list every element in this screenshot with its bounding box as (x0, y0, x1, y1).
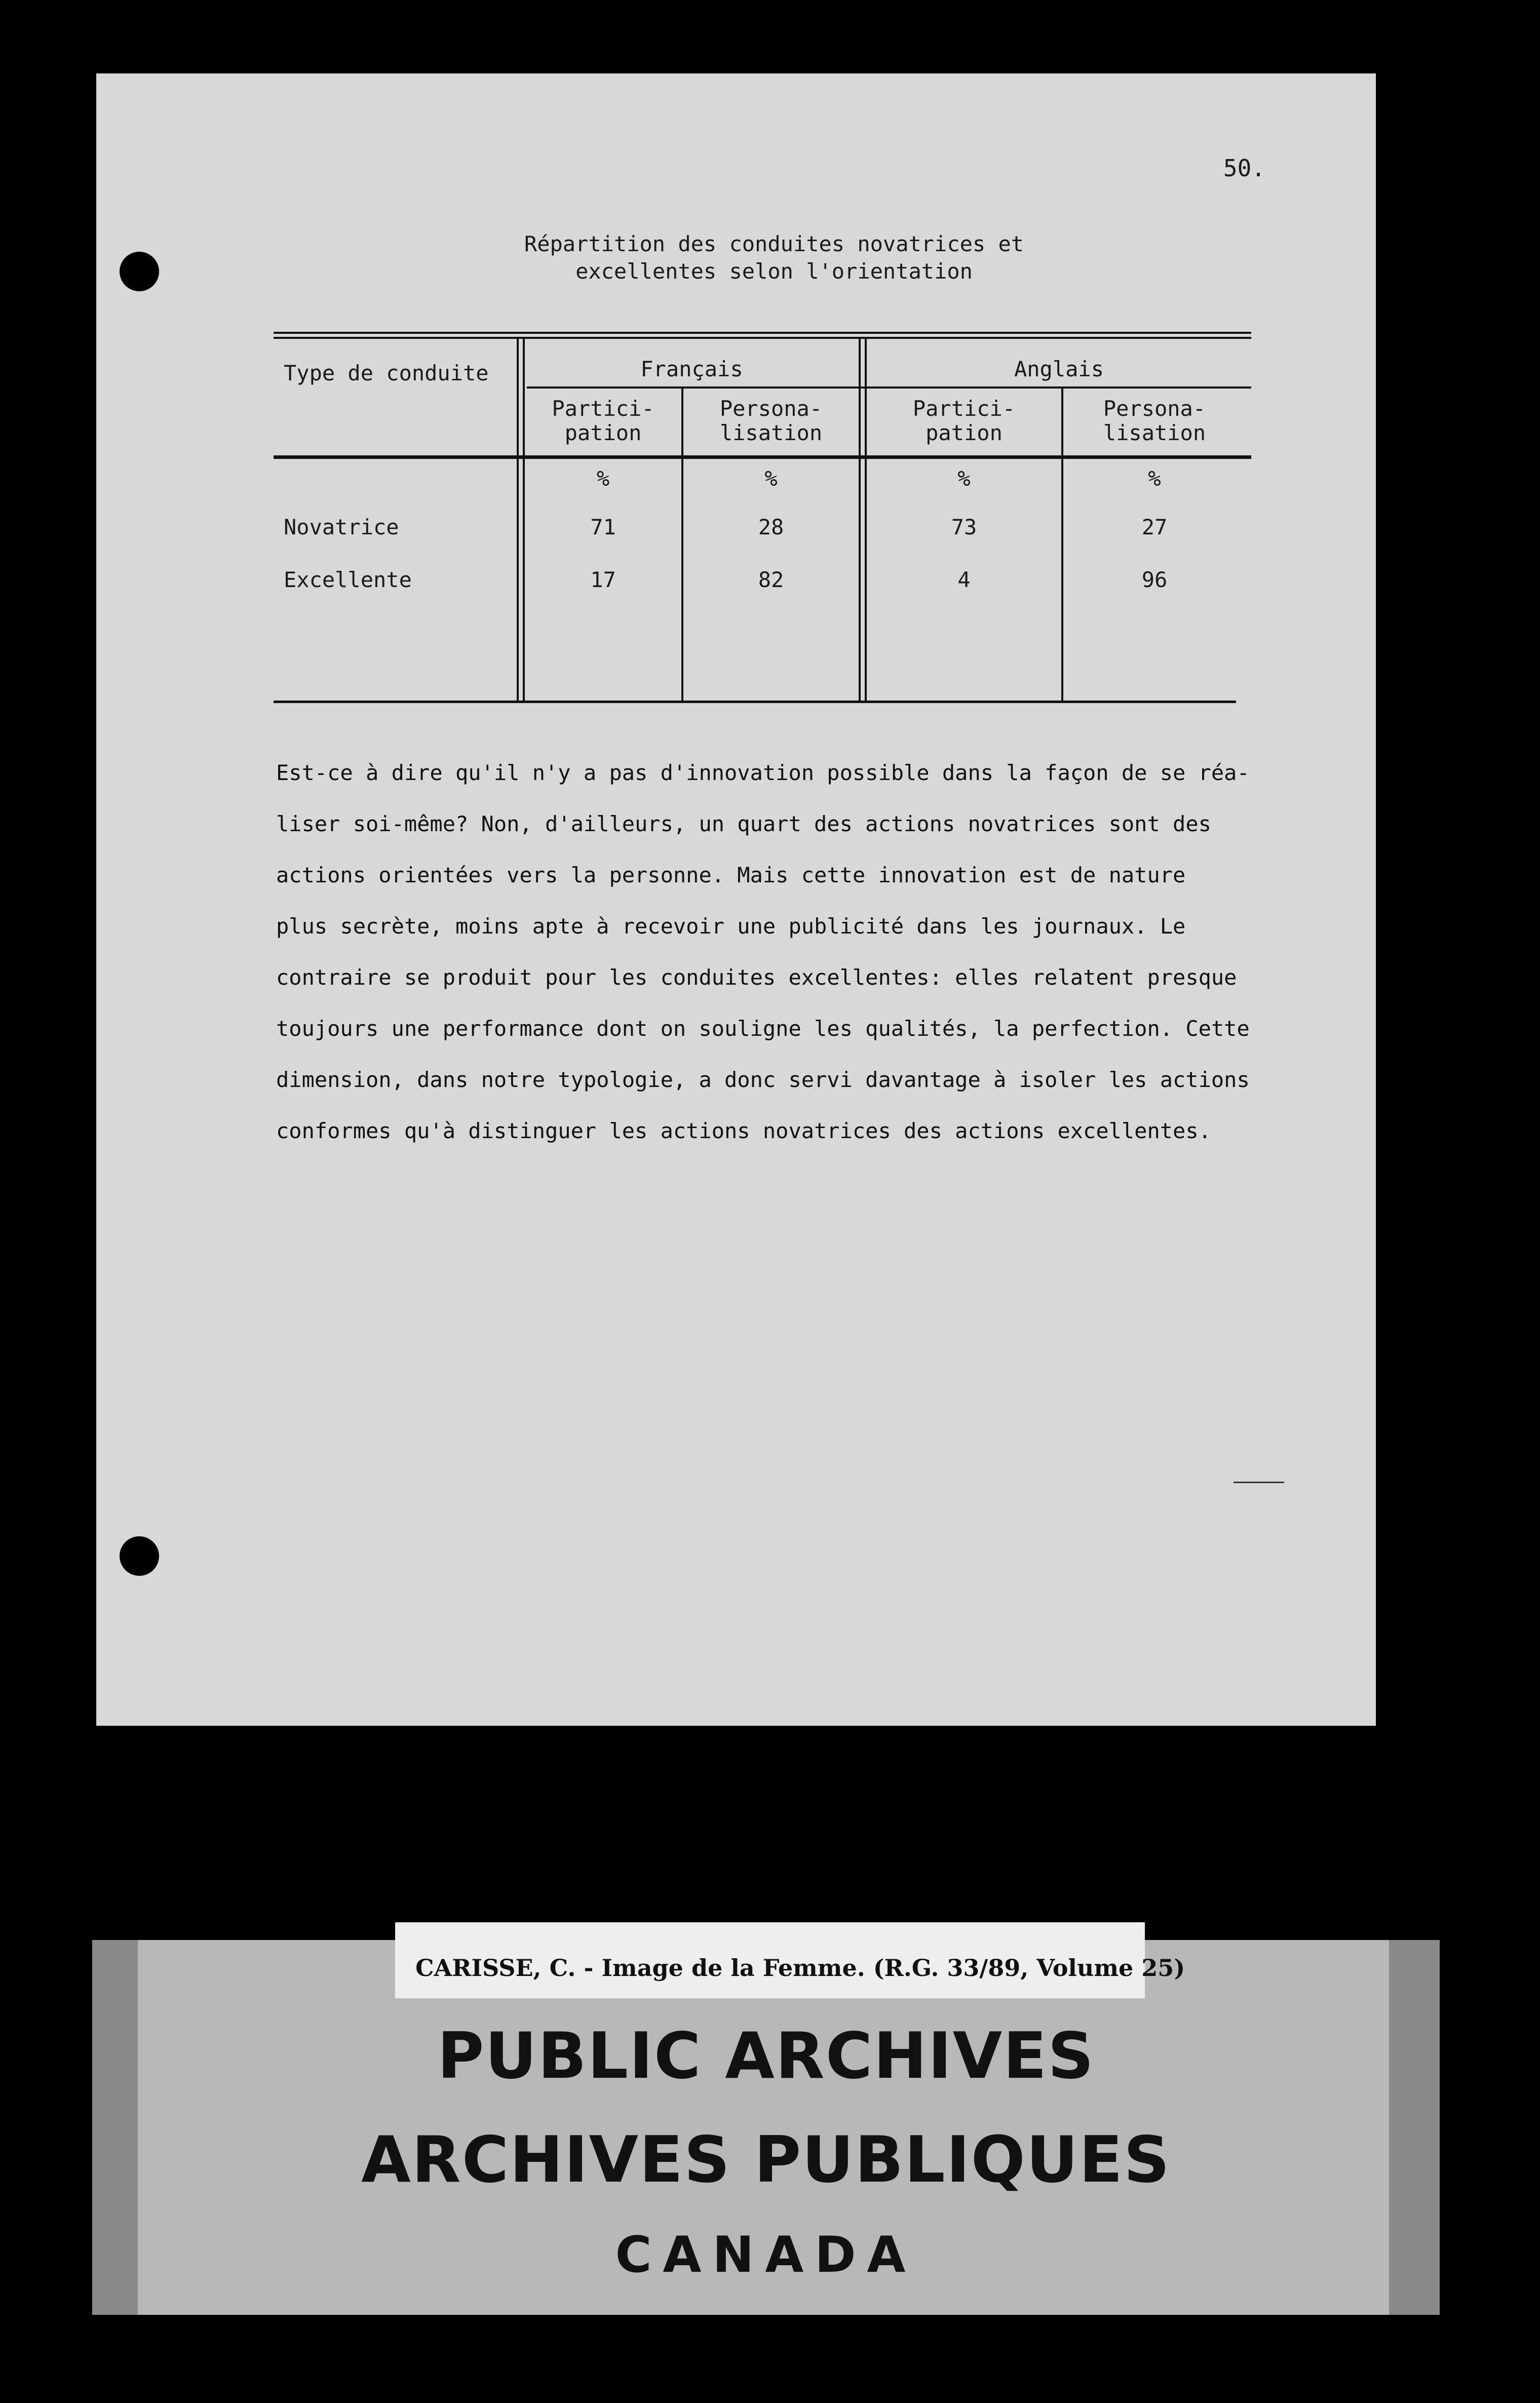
unit-percent: % (957, 466, 971, 491)
row-label-novatrice: Novatrice (284, 515, 399, 539)
body-paragraph (276, 747, 1264, 1156)
paragraph-line: dimension, dans notre typologie, a donc servi davantage à isoler les actions (276, 1067, 1250, 1092)
paragraph-line: conformes qu'à distinguer les actions novatrices des actions excellentes. (276, 1118, 1211, 1143)
stray-mark (1234, 1482, 1284, 1483)
row-label-excellente: Excellente (284, 567, 412, 592)
punch-hole-bottom (120, 1536, 159, 1576)
archive-label: CARISSE, C. - Image de la Femme. (R.G. 33/89, Volume 25) (415, 1954, 1185, 1982)
document-page (96, 73, 1376, 1726)
paragraph-line: actions orientées vers la personne. Mais cette innovation est de nature (276, 863, 1186, 887)
table-cell: 4 (957, 567, 971, 592)
paragraph-line: plus secrète, moins apte à recevoir une publicité dans les journaux. Le (276, 914, 1186, 939)
paragraph-line: contraire se produit pour les conduites excellentes: elles relatent presque (276, 965, 1237, 990)
unit-percent: % (1148, 466, 1161, 491)
table-cell: 27 (1141, 515, 1168, 539)
table-title (96, 230, 1376, 285)
archive-stamp-line-3: CANADA (615, 2226, 917, 2284)
paragraph-line: toujours une performance dont on souligne les qualités, la perfection. Cette (276, 1016, 1250, 1041)
subheader-en-participation: Partici- pation (912, 396, 1016, 445)
unit-percent: % (596, 466, 610, 491)
table-title-line-2: excellentes selon l'orientation (575, 259, 973, 284)
table-cell: 71 (590, 515, 616, 539)
subheader-en-personalisation: Persona- lisation (1103, 396, 1206, 445)
table-cell: 82 (758, 567, 784, 592)
row-header-label: Type de conduite (284, 361, 489, 385)
subheader-fr-participation: Partici- pation (552, 396, 654, 445)
archive-stamp-line-2: ARCHIVES PUBLIQUES (361, 2122, 1171, 2197)
table-title-line-1: Répartition des conduites novatrices et (524, 231, 1024, 256)
group-header-francais: Français (640, 357, 743, 381)
paragraph-line: Est-ce à dire qu'il n'y a pas d'innovation possible dans la façon de se réa- (276, 760, 1250, 785)
data-table (274, 332, 1251, 703)
table-cell: 17 (590, 567, 616, 592)
table-cell: 28 (758, 515, 784, 539)
page-number: 50. (1223, 154, 1265, 182)
subheader-fr-personalisation: Persona- lisation (719, 396, 823, 445)
group-header-anglais: Anglais (1014, 357, 1104, 381)
table-cell: 73 (951, 515, 977, 539)
unit-percent: % (764, 466, 778, 491)
table-cell: 96 (1141, 567, 1168, 592)
paragraph-line: liser soi-même? Non, d'ailleurs, un quart des actions novatrices sont des (276, 811, 1211, 836)
archive-stamp-line-1: PUBLIC ARCHIVES (437, 2019, 1095, 2093)
